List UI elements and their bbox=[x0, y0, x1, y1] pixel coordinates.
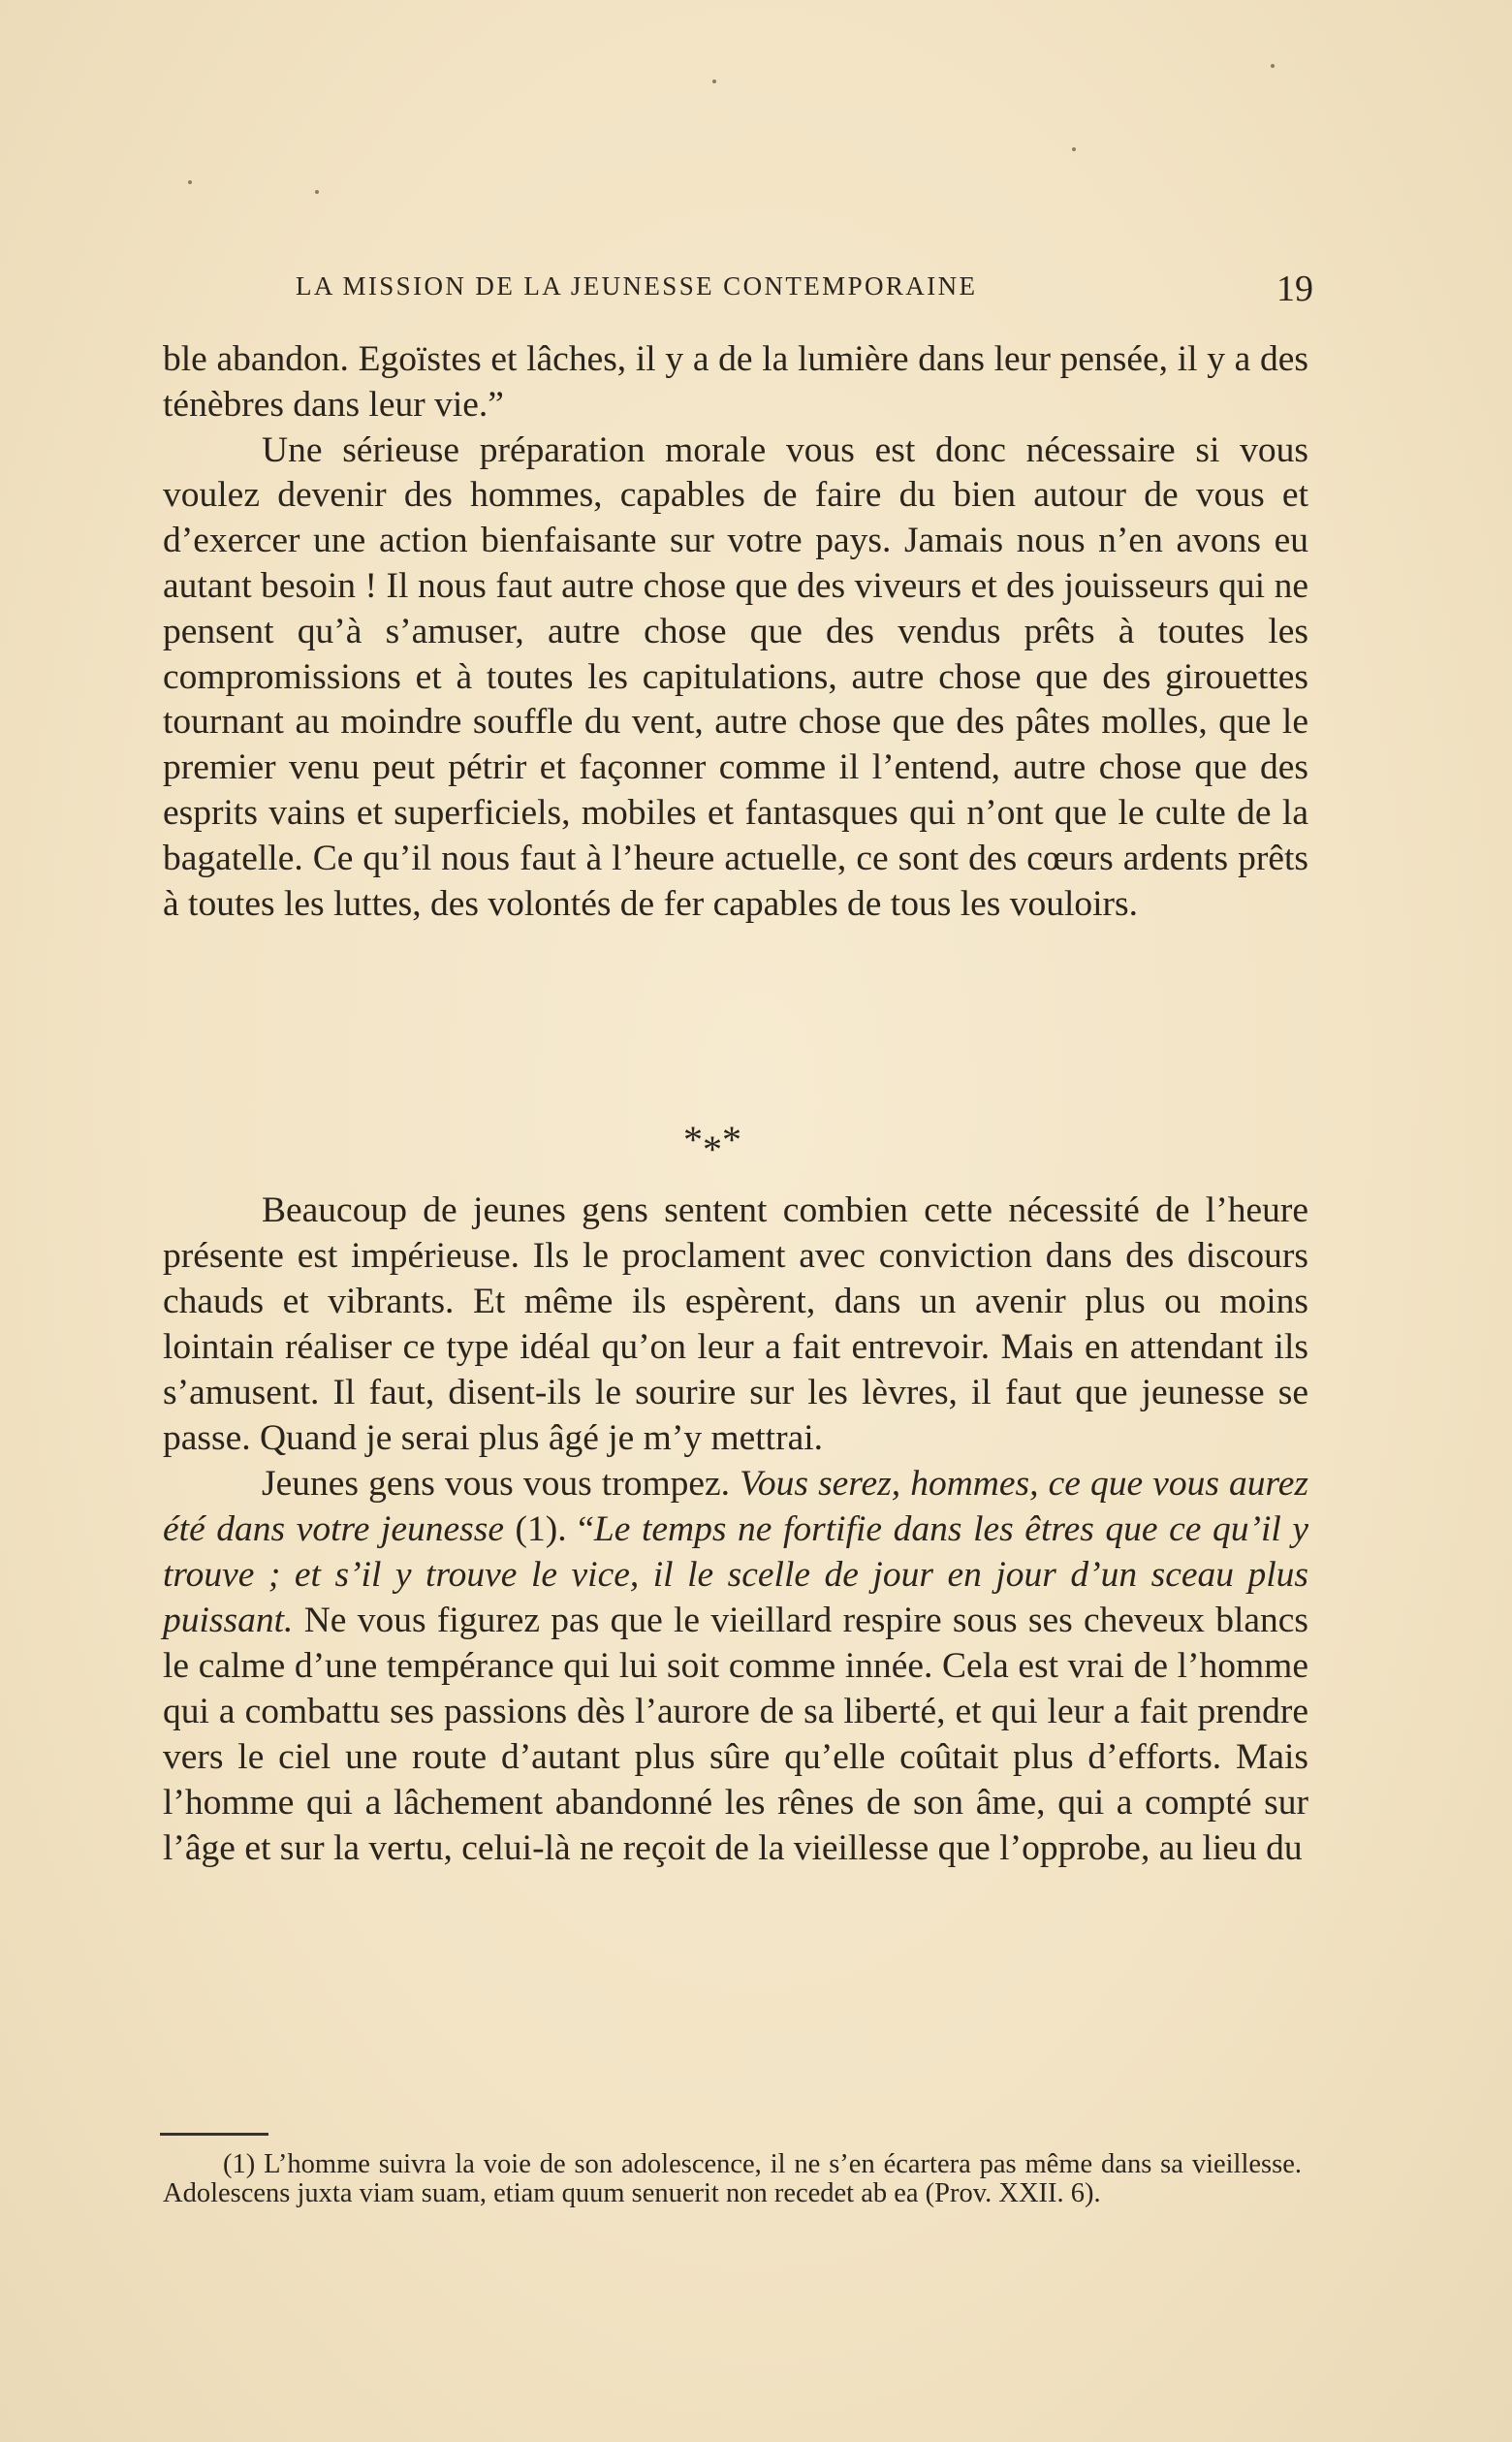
paragraph-young-people: Beaucoup de jeunes gens sentent combien cette nécessité de l’heure présente est impérieuse. Ils le proclament avec conviction dans des discours chauds et vibrants. Et même ils espèrent, dans un avenir plus ou moins lointain réaliser ce type idéal qu’on leur a fait entrevoir. Mais en attendant ils s’amusent. Il faut, disent-ils le sourire sur les lèvres, il faut que jeunesse se passe. Quand je serai plus âgé je m’y mettrai. bbox=[163, 1190, 1308, 1458]
separator-star-left: * bbox=[683, 1118, 703, 1161]
footnote-reference: (1). “ bbox=[503, 1509, 594, 1549]
main-text-block bbox=[163, 337, 1308, 927]
section-separator bbox=[683, 1118, 741, 1171]
footnote-text: (1) L’homme suivra la voie de son adolescence, il ne s’en écartera pas même dans sa vieillesse. Adolescens juxta viam suam, etiam quum senuerit non recedet ab ea (Prov. XXII. 6). bbox=[163, 2149, 1302, 2208]
paragraph-you-are-mistaken bbox=[163, 1461, 1308, 1871]
italic-quotation: Vous serez, hommes, ce que vous aurez été dans votre jeunesse bbox=[163, 1464, 1308, 1549]
paper-speck bbox=[712, 79, 716, 83]
separator-star-right: * bbox=[722, 1118, 741, 1161]
running-head bbox=[296, 268, 1313, 310]
footnote-divider bbox=[160, 2133, 268, 2136]
running-title: LA MISSION DE LA JEUNESSE CONTEMPORAINE bbox=[296, 271, 978, 301]
footnote bbox=[163, 2150, 1302, 2208]
page-number: 19 bbox=[1276, 269, 1313, 309]
paragraph-continuation: ble abandon. Egoïstes et lâches, il y a de la lumière dans leur pensée, il y a des ténèbres dans leur vie.” bbox=[163, 339, 1308, 425]
separator-star-middle: * bbox=[703, 1127, 722, 1171]
italic-quotation: Le temps ne fortifie dans les êtres que ce qu’il y trouve ; et s’il y trouve le vice, il le scelle de jour en jour d’un sceau plus puissant. bbox=[163, 1509, 1309, 1640]
paper-speck bbox=[1072, 147, 1076, 151]
paragraph-text: Ne vous figurez pas que le vieillard respire sous ses cheveux blancs le calme d’une tempérance qui lui soit comme innée. Cela est vrai de l’homme qui a combattu ses passions dès l’aurore de sa liberté, et qui leur a fait prendre vers le ciel une route d’autant plus sûre qu’elle coûtait plus d’efforts. Mais l’homme qui a lâchement abandonné les rênes de son âme, qui a compté sur l’âge et sur la vertu, celui-là ne reçoit de la vieillesse que l’opprobe, au lieu du bbox=[163, 1601, 1308, 1868]
paragraph-moral-preparation: Une sérieuse préparation morale vous est donc nécessaire si vous voulez devenir des hommes, capables de faire du bien autour de vous et d’exercer une action bienfaisante sur votre pays. Jamais nous n’en avons eu autant besoin ! Il nous faut autre chose que des viveurs et des jouisseurs qui ne pensent qu’à s’amuser, autre chose que des vendus prêts à toutes les compromissions et à toutes les capitulations, autre chose que des girouettes tournant au moindre souffle du vent, autre chose que des pâtes molles, que le premier venu peut pétrir et façonner comme il l’entend, autre chose que des esprits vains et superficiels, mobiles et fantasques qui n’ont que le culte de la bagatelle. Ce qu’il nous faut à l’heure actuelle, ce sont des cœurs ardents prêts à toutes les luttes, des volontés de fer capables de tous les vouloirs. bbox=[163, 429, 1308, 924]
paper-speck bbox=[1271, 64, 1275, 68]
paragraph-text: Jeunes gens vous vous trompez. bbox=[262, 1464, 740, 1504]
paper-speck bbox=[315, 190, 319, 194]
paper-speck bbox=[188, 180, 192, 184]
second-text-block bbox=[163, 1188, 1308, 1871]
